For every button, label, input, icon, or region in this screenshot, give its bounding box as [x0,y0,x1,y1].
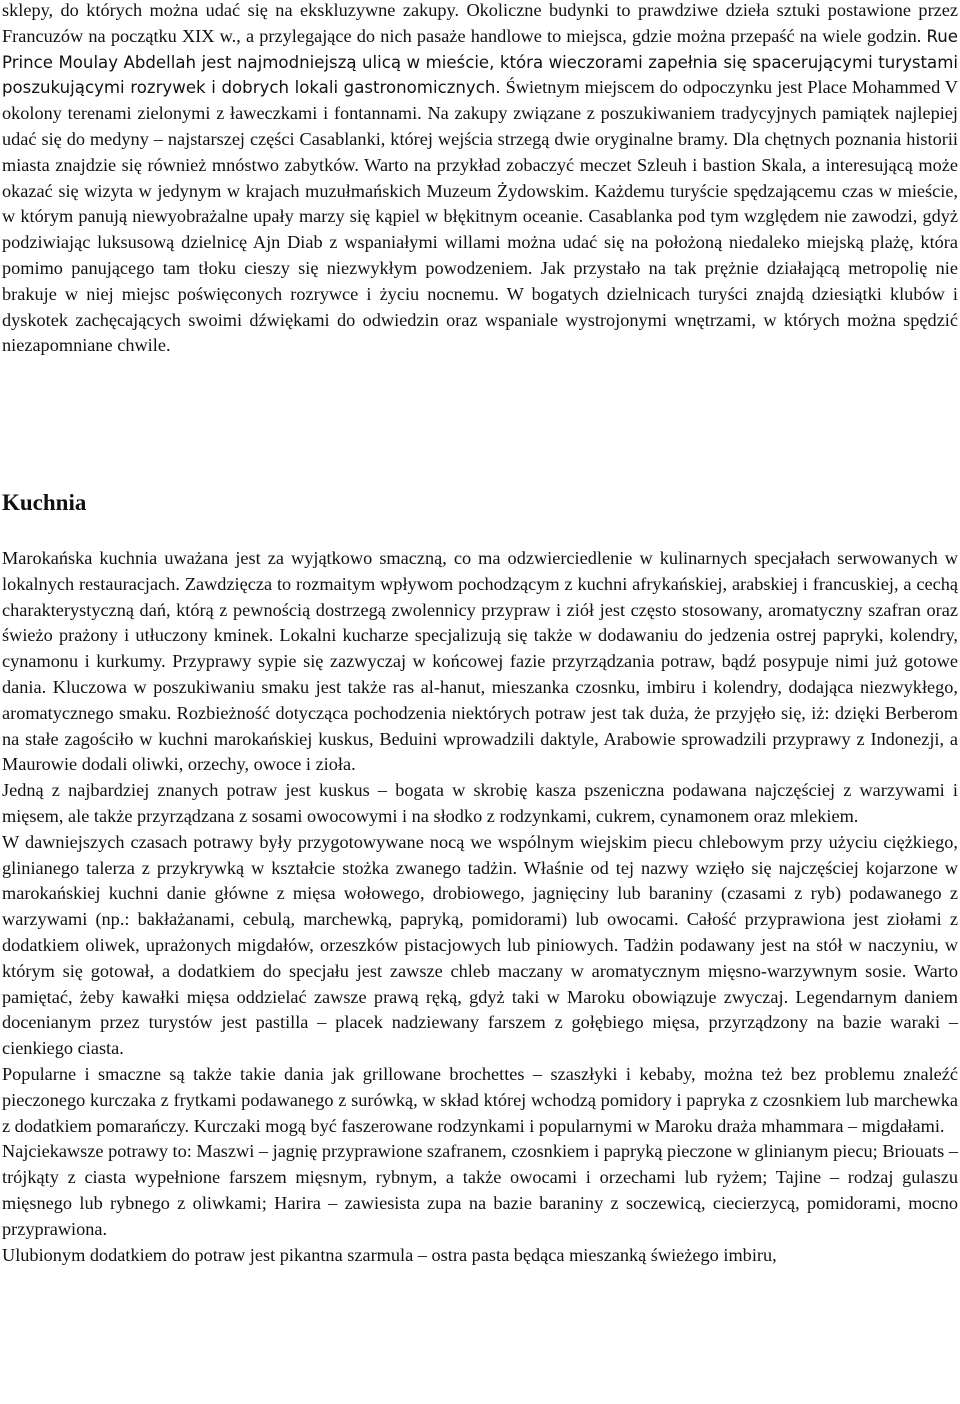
intro-text-segment-4: Na zakupy związane z poszukiwaniem tradycyjnych pamiątek najlepiej udać się do medyny – najstarszej części Casablanki, której wejścia strzegą dwie oryginalne bramy. [2,103,958,149]
kuchnia-paragraph-4: Popularne i smaczne są także takie dania jak grillowane brochettes – szaszłyki i kebaby, można też bez problemu znaleźć pieczonego kurczaka z frytkami podawanego z surówką, w skład której wchodzą pomidory i papryka z czosnkiem lub marchewka z dodatkiem pomarańczy. Kurczaki mogą być faszerowane rodzynkami i popularnymi w Maroku draża mhammara – migdałami. [2,1063,958,1136]
intro-paragraph [2,0,958,359]
kuchnia-paragraph-5: Najciekawsze potrawy to: Maszwi – jagnię przyprawione szafranem, czosnkiem i papryką pieczone w glinianym piecu; Briouats – trójkąty z ciasta wypełnione farszem mięsnym, rybnym, a także owocami i orzechami lub ryżem; Tajine – rodzaj gulaszu mięsnego lub rybnego z oliwkami; Harira – zawiesista zupa na bazie baraniny z soczewicą, ciecierzycą, pomidorami, mocno przyprawiona. [2,1141,958,1239]
intro-text-segment-3: Świetnym miejscem do odpoczynku jest Place Mohammed V okolony terenami zielonymi z ławeczkami i fontannami. [2,77,958,124]
kuchnia-paragraph-6: Ulubionym dodatkiem do potraw jest pikantna szarmula – ostra pasta będąca mieszanką świeżego imbiru, [2,1244,777,1265]
intro-text-segment-1: sklepy, do których można udać się na ekskluzywne zakupy. Okoliczne budynki to prawdziwe dzieła sztuki postawione przez Francuzów na początku XIX w., a przylegające do nich pasaże handlowe to miejsca, gdzie można przepaść na wiele godzin. [2,0,958,46]
intro-text-segment-6: Warto na przykład zobaczyć meczet Szleuh i bastion Skala, a interesującą może okazać się wizyta w jedynym w krajach muzułmańskich Muzeum Żydowskim. Każdemu turyście spędzającemu czas w mieście, w którym panują niewyobrażalne upały marzy się kąpiel w błękitnym oceanie. Casablanka pod tym względem nie zawodzi, gdyż podziwiając luksusową dzielnicę Ajn Diab z wspaniałymi willami można udać się na położoną niedaleko miejską plażę, która pomimo panującego tam tłoku cieszy się niezwykłym powodzeniem. Jak przystało na tak prężnie działającą metropolię nie brakuje w niej miejsc poświęconych rozrywce i życiu nocnemu. W bogatych dzielnicach turyści znajdą dziesiątki klubów i dyskotek zachęcających swoimi dźwiękami do odwiedzin oraz wspaniale wystrojonymi wnętrzami, w których można spędzić niezapomniane chwile. [2,154,958,356]
kuchnia-paragraph-1: Marokańska kuchnia uważana jest za wyjątkowo smaczną, co ma odzwierciedlenie w kulinarnych specjałach serwowanych w lokalnych restauracjach. Zawdzięcza to rozmaitym wpływom pochodzącym z kuchni afrykańskiej, arabskiej i francuskiej, a cechą charakterystyczną dań, którą z pewnością dostrzegą zwolennicy przypraw i ziół jest często stosowany, aromatyczny szafran oraz świeżo prażony i utłuczony kminek. Lokalni kucharze specjalizują się także w dodawaniu do jedzenia ostrej papryki, kolendry, cynamonu i kurkumy. Przyprawy sypie się zazwyczaj w końcowej fazie przyrządzania potraw, bądź posypuje nimi już gotowe dania. Kluczowa w poszukiwaniu smaku jest także ras al-hanut, mieszanka czosnku, imbiru i kolendry, dodająca niezwykłego, aromatycznego smaku. Rozbieżność dotycząca pochodzenia niektórych potraw jest tak duża, że przyjęło się, iż: dzięki Berberom na stałe zagościło w kuchni marokańskiej kuskus, Beduini wprowadzili daktyle, Arabowie sprowadzili przyprawy z Indonezji, a Maurowie dodali oliwki, orzechy, owoce i zioła. [2,548,958,775]
kuchnia-paragraph-2: Jedną z najbardziej znanych potraw jest kuskus – bogata w skrobię kasza pszeniczna podawana najczęściej z warzywami i mięsem, ale także przyrządzana z sosami owocowymi i na słodko z rodzynkami, cukrem, cynamonem oraz mlekiem. [2,780,958,826]
kuchnia-section [2,546,958,1268]
intro-text-segment-5: Dla chętnych poznania historii miasta znajdzie się również mnóstwo zabytków. [2,128,958,175]
intro-text-segment-2: Rue Prince Moulay Abdellah jest najmodniejszą ulicą w mieście, która wieczorami zapełnia się spacerującymi turystami poszukującymi rozrywek i dobrych lokali gastronomicznych. [2,26,958,98]
section-heading-kuchnia: Kuchnia [2,490,87,515]
kuchnia-paragraph-3: W dawniejszych czasach potrawy były przygotowywane nocą we wspólnym wiejskim piecu chlebowym przy użyciu ciężkiego, glinianego talerza z przykrywką w kształcie stożka zwanego tadżin. Właśnie od tej nazwy wzięło się najczęściej kojarzone w marokańskiej kuchni danie główne z mięsa wołowego, drobiowego, jagnięciny lub baraniny (czasami z ryb) podawanego z warzywami (np.: bakłażanami, cebulą, marchewką, papryką, pomidorami) lub owocami. Całość przyprawiona jest ziołami z dodatkiem oliwek, uprażonych migdałów, orzeszków pistacjowych lub piniowych. Tadżin podawany jest na stół w naczyniu, w którym się gotował, a dodatkiem do specjału jest zawsze chleb maczany w aromatycznym mięsno-warzywnym sosie. Warto pamiętać, żeby kawałki mięsa oddzielać zawsze prawą ręką, gdyż taki w Maroku obowiązuje zwyczaj. Legendarnym daniem docenianym przez turystów jest pastilla – placek nadziewany farszem z gołębiego mięsa, przyrządzony na bazie waraki – cienkiego ciasta. [2,831,958,1059]
